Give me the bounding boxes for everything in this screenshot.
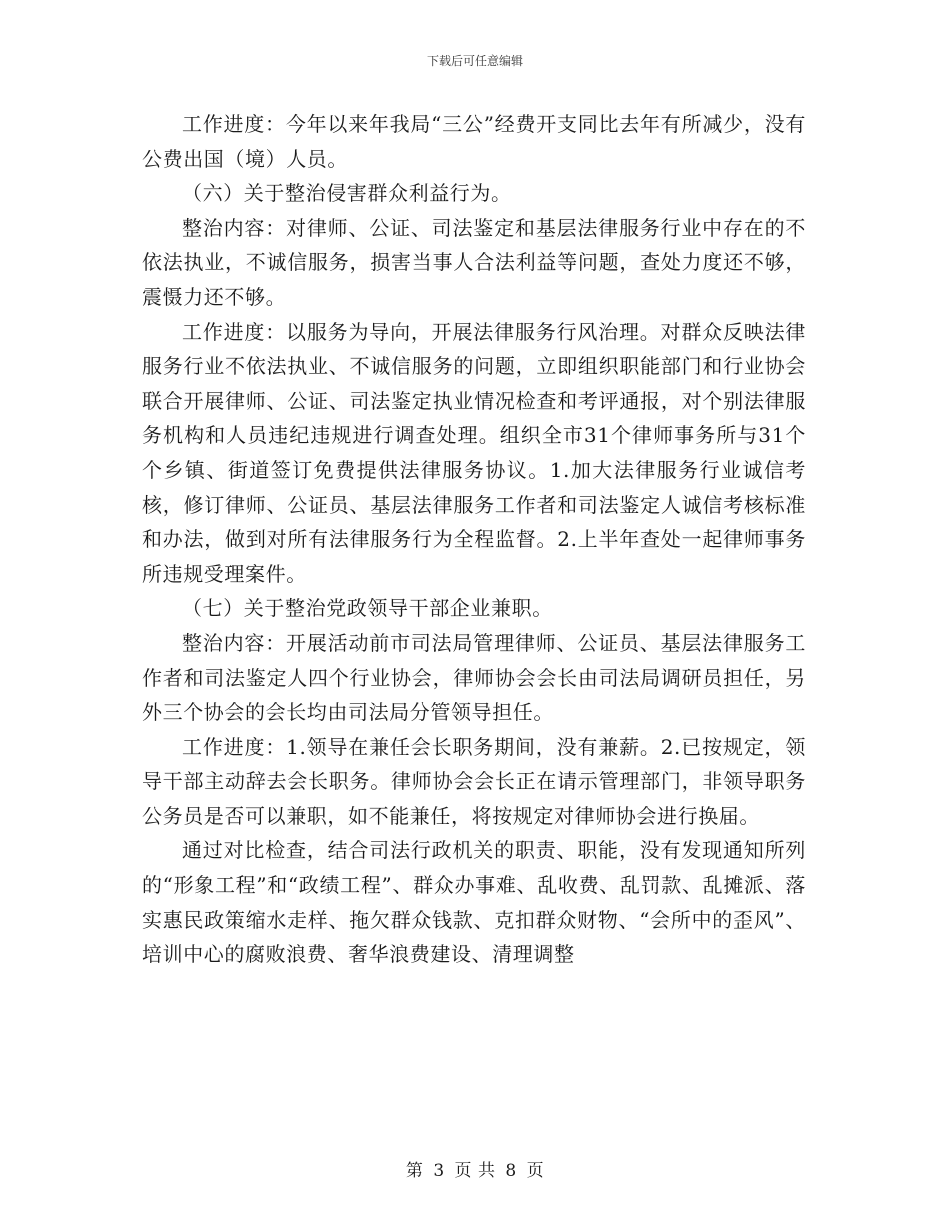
paragraph: 整治内容：对律师、公证、司法鉴定和基层法律服务行业中存在的不依法执业，不诚信服务，损害当事人合法利益等问题，查处力度还不够，震慑力还不够。 [142,215,806,309]
paragraph: 整治内容：开展活动前市司法局管理律师、公证员、基层法律服务工作者和司法鉴定人四个行业协会，律师协会会长由司法局调研员担任，另外三个协会的会长均由司法局分管领导担任。 [142,630,806,725]
page-number-footer [0,1156,950,1181]
section-heading: （七）关于整治党政领导干部企业兼职。 [182,596,553,621]
footer-middle: 页 共 [454,1161,496,1181]
footer-prefix: 第 [405,1161,424,1181]
paragraph: 工作进度：以服务为导向，开展法律服务行风治理。对群众反映法律服务行业不依法执业、不诚信服务的问题，立即组织职能部门和行业协会联合开展律师、公证、司法鉴定执业情况检查和考评通报，对个别法律服务机构和人员违纪违规进行调查处理。组织全市31个律师事务所与31个个乡镇、街道签订免费提供法律服务协议。1.加大法律服务行业诚信考核，修订律师、公证员、基层法律服务工作者和司法鉴定人诚信考核标准和办法，做到对所有法律服务行为全程监督。2.上半年查处一起律师事务所违规受理案件。 [142,319,806,586]
current-page-number: 3 [433,1161,445,1181]
section-heading: （六）关于整治侵害群众利益行为。 [182,181,512,206]
page-header-note: 下载后可任意编辑 [426,54,523,68]
paragraph: 工作进度：今年以来年我局“三公”经费开支同比去年有所减少，没有公费出国（境）人员。 [142,112,806,171]
paragraph: 工作进度：1.领导在兼任会长职务期间，没有兼薪。2.已按规定，领导干部主动辞去会长职务。律师协会会长正在请示管理部门，非领导职务公务员是否可以兼职，如不能兼任，将按规定对律师协会进行换届。 [142,734,806,828]
total-page-count: 8 [505,1161,517,1181]
paragraph: 通过对比检查，结合司法行政机关的职责、职能，没有发现通知所列的“形象工程”和“政绩工程”、群众办事难、乱收费、乱罚款、乱摊派、落实惠民政策缩水走样、拖欠群众钱款、克扣群众财物、“会所中的歪风”、培训中心的腐败浪费、奢华浪费建设、清理调整 [142,838,806,967]
footer-suffix: 页 [526,1161,545,1181]
document-body [142,107,806,972]
